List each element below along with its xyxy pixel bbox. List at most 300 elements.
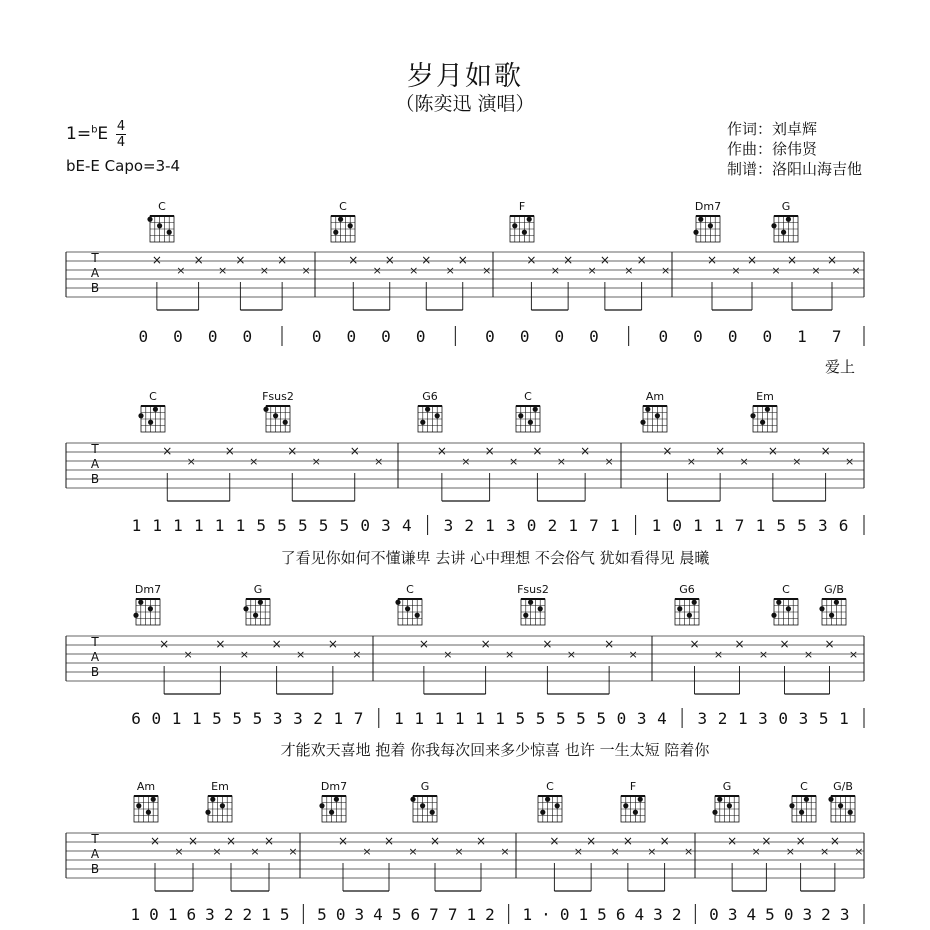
tab-x-mark: × <box>771 264 781 277</box>
tab-x-mark: × <box>751 845 761 858</box>
chord-finger-dot <box>333 230 338 235</box>
tab-x-mark: × <box>176 264 186 277</box>
tab-x-mark: × <box>249 455 259 468</box>
jianpu-note: 0 <box>151 709 162 728</box>
jianpu-note: 0 <box>727 327 738 346</box>
tab-clef-letter: B <box>90 665 100 679</box>
transcriber: 制谱：洛阳山海吉他 <box>726 160 862 178</box>
song-title: 岁月如歌 <box>407 61 523 92</box>
jianpu-note: 7 <box>353 709 364 728</box>
tab-x-mark: × <box>186 455 196 468</box>
jianpu-note: 0 <box>138 327 149 346</box>
jianpu-note: 7 <box>734 516 745 535</box>
jianpu-note: 5 <box>776 516 787 535</box>
chord-name: C <box>782 583 790 596</box>
jianpu-note: 5 <box>818 709 829 728</box>
jianpu-note: 5 <box>797 516 807 535</box>
tab-x-mark: × <box>159 637 170 651</box>
jianpu-note: 1 <box>651 516 662 535</box>
tab-x-mark: × <box>573 845 583 858</box>
tab-x-mark: × <box>311 455 321 468</box>
tab-x-mark: × <box>604 637 615 651</box>
jianpu-note: 3 <box>354 905 365 924</box>
chord-finger-dot <box>273 413 278 418</box>
jianpu-note: 5 <box>391 905 402 924</box>
chord-finger-dot <box>522 230 527 235</box>
tab-x-mark: × <box>542 637 553 651</box>
jianpu-note: 0 <box>783 905 794 924</box>
jianpu-note: 6 <box>838 516 849 535</box>
tab-x-mark: × <box>532 444 543 458</box>
jianpu-note: 1 <box>693 516 703 535</box>
tab-x-mark: × <box>151 253 162 267</box>
tab-x-mark: × <box>566 648 576 661</box>
chord-finger-dot <box>220 803 225 808</box>
tab-x-mark: × <box>327 637 338 651</box>
lyrics-line: 爱上 <box>824 358 856 376</box>
jianpu-note: 3 <box>443 516 454 535</box>
jianpu-note: 0 <box>589 327 599 346</box>
chord-finger-dot <box>210 797 215 802</box>
tab-x-mark: × <box>383 834 395 848</box>
tab-x-mark: × <box>622 834 633 848</box>
tab-x-mark: × <box>224 444 235 458</box>
tab-x-mark: × <box>193 253 204 267</box>
tab-x-mark: × <box>457 253 468 267</box>
tab-x-mark: × <box>820 845 830 858</box>
jianpu-note: 1 <box>261 905 271 924</box>
jianpu-note: 5 <box>297 516 308 535</box>
tab-x-mark: × <box>848 648 859 661</box>
tab-clef-letter: A <box>90 266 100 280</box>
tab-x-mark: × <box>384 253 395 267</box>
tab-x-mark: × <box>713 648 724 661</box>
chord-finger-dot <box>698 217 703 222</box>
jianpu-note: 0 <box>526 516 537 535</box>
tab-x-mark: × <box>851 264 861 277</box>
tab-x-mark: × <box>174 845 184 858</box>
tab-x-mark: × <box>604 455 614 468</box>
tab-x-mark: × <box>767 444 778 458</box>
jianpu-note: 3 <box>727 905 738 924</box>
jianpu-note: 1 <box>454 709 465 728</box>
chord-name: Fsus2 <box>262 390 294 403</box>
jianpu-note: 4 <box>373 905 383 924</box>
jianpu-note: 1 <box>394 709 404 728</box>
jianpu-note: · <box>541 905 551 924</box>
tab-x-mark: × <box>795 834 806 848</box>
jianpu-note: 7 <box>831 327 842 346</box>
chord-name: G6 <box>422 390 438 403</box>
tab-x-mark: × <box>187 834 199 848</box>
jianpu-note: 3 <box>653 905 663 924</box>
jianpu-note: 1 <box>131 516 142 535</box>
chord-finger-dot <box>786 606 791 611</box>
chord-finger-dot <box>693 230 698 235</box>
chord-name: Am <box>645 390 665 403</box>
jianpu-note: 3 <box>505 516 516 535</box>
tab-x-mark: × <box>761 834 772 848</box>
jianpu-note: 5 <box>765 905 775 924</box>
chord-finger-dot <box>138 600 143 605</box>
chord-finger-dot <box>555 803 560 808</box>
tab-x-mark: × <box>587 264 597 277</box>
jianpu-note: 1 <box>173 516 183 535</box>
jianpu-note: 1 <box>522 905 533 924</box>
tab-x-mark: × <box>505 648 515 661</box>
jianpu-note: 0 <box>381 327 391 346</box>
tab-x-mark: × <box>277 253 288 267</box>
jianpu-note: 5 <box>256 516 267 535</box>
tab-x-mark: × <box>212 845 222 858</box>
jianpu-note: 2 <box>464 516 475 535</box>
chord-finger-dot <box>760 420 765 425</box>
chord-finger-dot <box>781 230 786 235</box>
tab-x-mark: × <box>734 637 745 651</box>
tab-x-mark: × <box>636 253 647 267</box>
jianpu-note: 5 <box>317 905 327 924</box>
jianpu-note: 3 <box>758 709 768 728</box>
tab-x-mark: × <box>820 444 831 458</box>
tab-x-mark: × <box>824 637 835 651</box>
chord-name: F <box>518 200 526 213</box>
chord-finger-dot <box>776 600 781 605</box>
chord-finger-dot <box>538 606 543 611</box>
tab-x-mark: × <box>443 648 453 661</box>
jianpu-note: 1 <box>737 709 748 728</box>
tab-x-mark: × <box>480 637 491 651</box>
tab-x-mark: × <box>484 444 495 458</box>
chord-finger-dot <box>148 420 153 425</box>
chord-finger-dot <box>263 407 268 412</box>
jianpu-note: 6 <box>615 905 626 924</box>
jianpu-note: 5 <box>318 516 329 535</box>
chord-finger-dot <box>329 810 334 815</box>
chord-finger-dot <box>633 810 638 815</box>
jianpu-note: 4 <box>746 905 757 924</box>
chord-name: C <box>800 780 808 793</box>
jianpu-note: 0 <box>346 327 357 346</box>
tab-x-mark: × <box>287 444 298 458</box>
song-subtitle: （陈奕迅 演唱） <box>395 93 535 115</box>
chord-finger-dot <box>258 600 263 605</box>
chord-finger-dot <box>338 217 343 222</box>
jianpu-note: 2 <box>821 905 831 924</box>
chord-name: G6 <box>679 583 695 596</box>
jianpu-note: 0 <box>173 327 183 346</box>
chord-name: Dm7 <box>694 200 722 213</box>
jianpu-note: 5 <box>212 709 222 728</box>
chord-finger-dot <box>712 810 717 815</box>
jianpu-note: 0 <box>485 327 495 346</box>
jianpu-note: 0 <box>415 327 426 346</box>
tab-clef-letter: B <box>90 862 100 876</box>
jianpu-note: 1 <box>755 516 766 535</box>
jianpu-note: 0 <box>519 327 530 346</box>
chord-finger-dot <box>512 223 517 228</box>
jianpu-note: 3 <box>636 709 647 728</box>
chord-finger-dot <box>727 803 732 808</box>
chord-finger-dot <box>410 797 415 802</box>
chord-finger-dot <box>425 407 430 412</box>
jianpu-note: 3 <box>697 709 708 728</box>
jianpu-note: 1 <box>167 905 178 924</box>
tab-x-mark: × <box>803 648 814 661</box>
lyrics-line: 才能欢天喜地 抱着 你我每次回来多少惊喜 也许 一生太短 陪着你 <box>280 741 710 759</box>
chord-name: G/B <box>833 780 853 793</box>
jianpu-note: 2 <box>242 905 253 924</box>
chord-finger-dot <box>136 803 141 808</box>
jianpu-note: 1 <box>485 516 495 535</box>
tab-x-mark: × <box>563 253 574 267</box>
jianpu-note: 0 <box>360 516 371 535</box>
lyrics-line: 了看见你如何不懂谦卑 去讲 心中理想 不会俗气 犹如看得见 晨曦 <box>280 549 710 567</box>
tab-x-mark: × <box>337 834 349 848</box>
chord-finger-dot <box>146 810 151 815</box>
jianpu-note: 3 <box>272 709 283 728</box>
tab-x-mark: × <box>779 637 790 651</box>
chord-finger-dot <box>819 606 824 611</box>
tab-x-mark: × <box>239 648 249 661</box>
jianpu-note: 5 <box>555 709 566 728</box>
jianpu-note: 0 <box>335 905 346 924</box>
tab-x-mark: × <box>225 834 237 848</box>
chord-finger-dot <box>692 600 697 605</box>
tab-clef-letter: T <box>91 251 99 265</box>
chord-name: Dm7 <box>320 780 348 793</box>
chord-finger-dot <box>405 606 410 611</box>
jianpu-note: 0 <box>554 327 565 346</box>
jianpu-note: 2 <box>313 709 323 728</box>
tab-x-mark: × <box>526 253 537 267</box>
tab-x-mark: × <box>624 264 634 277</box>
tab-x-mark: × <box>301 264 311 277</box>
jianpu-note: 5 <box>232 709 243 728</box>
chord-finger-dot <box>545 797 550 802</box>
time-bottom: 4 <box>116 135 126 150</box>
chord-finger-dot <box>533 407 538 412</box>
chord-name: C <box>149 390 157 403</box>
tab-x-mark: × <box>475 834 487 848</box>
tab-x-mark: × <box>352 648 362 661</box>
tab-x-mark: × <box>659 834 670 848</box>
key-note: E <box>97 124 109 144</box>
chord-finger-dot <box>435 413 440 418</box>
tab-x-mark: × <box>845 455 855 468</box>
chord-finger-dot <box>623 803 628 808</box>
jianpu-note: 3 <box>839 905 850 924</box>
jianpu-note: 2 <box>671 905 682 924</box>
chord-finger-dot <box>677 606 682 611</box>
tab-x-mark: × <box>288 845 298 858</box>
jianpu-note: 5 <box>339 516 350 535</box>
tab-x-mark: × <box>580 444 591 458</box>
tab-x-mark: × <box>418 637 429 651</box>
tab-clef-letter: T <box>91 635 99 649</box>
jianpu-note: 1 <box>414 709 425 728</box>
tab-x-mark: × <box>586 834 597 848</box>
chord-name: C <box>339 200 347 213</box>
jianpu-note: 3 <box>293 709 303 728</box>
tab-x-mark: × <box>684 845 694 858</box>
chord-finger-dot <box>655 413 660 418</box>
tab-x-mark: × <box>235 253 246 267</box>
jianpu-note: 7 <box>589 516 599 535</box>
tab-clef-letter: A <box>90 847 100 861</box>
chord-finger-dot <box>799 810 804 815</box>
jianpu-note: 5 <box>596 709 607 728</box>
jianpu-note: 1 <box>214 516 225 535</box>
jianpu-note: 7 <box>447 905 458 924</box>
tab-x-mark: × <box>785 845 795 858</box>
chord-finger-dot <box>518 413 523 418</box>
chord-finger-dot <box>527 217 532 222</box>
chord-finger-dot <box>834 600 839 605</box>
jianpu-note: 0 <box>616 709 627 728</box>
tab-x-mark: × <box>296 648 306 661</box>
chord-finger-dot <box>765 407 770 412</box>
jianpu-note: 1 <box>193 516 204 535</box>
chord-finger-dot <box>147 217 152 222</box>
tab-x-mark: × <box>409 264 419 277</box>
chord-finger-dot <box>348 223 353 228</box>
tab-x-mark: × <box>727 834 738 848</box>
chord-finger-dot <box>133 613 138 618</box>
tab-x-mark: × <box>482 264 492 277</box>
chord-finger-dot <box>153 407 158 412</box>
jianpu-note: 1 <box>609 516 620 535</box>
tab-x-mark: × <box>372 264 382 277</box>
jianpu-note: 1 <box>578 905 589 924</box>
tab-x-mark: × <box>731 264 741 277</box>
tab-x-mark: × <box>647 845 657 858</box>
jianpu-note: 6 <box>410 905 421 924</box>
chord-name: C <box>406 583 414 596</box>
tab-x-mark: × <box>218 264 228 277</box>
tab-x-mark: × <box>826 253 838 267</box>
tab-x-mark: × <box>436 444 447 458</box>
jianpu-note: 1 <box>797 327 807 346</box>
tab-x-mark: × <box>509 455 519 468</box>
tab-x-mark: × <box>706 253 718 267</box>
tab-x-mark: × <box>250 845 260 858</box>
tab-x-mark: × <box>271 637 282 651</box>
tab-x-mark: × <box>811 264 821 277</box>
tab-x-mark: × <box>215 637 226 651</box>
tab-x-mark: × <box>610 845 620 858</box>
jianpu-note: 0 <box>207 327 218 346</box>
chord-finger-dot <box>645 407 650 412</box>
tab-x-mark: × <box>829 834 840 848</box>
tab-clef-letter: A <box>90 457 100 471</box>
jianpu-note: 2 <box>485 905 495 924</box>
chord-finger-dot <box>804 797 809 802</box>
chord-finger-dot <box>528 600 533 605</box>
jianpu-note: 5 <box>515 709 526 728</box>
jianpu-note: 5 <box>279 905 290 924</box>
jianpu-note: 0 <box>311 327 322 346</box>
tab-x-mark: × <box>421 253 432 267</box>
chord-finger-dot <box>420 803 425 808</box>
jianpu-note: 0 <box>242 327 253 346</box>
jianpu-note: 0 <box>693 327 703 346</box>
jianpu-note: 3 <box>381 516 391 535</box>
jianpu-note: 5 <box>597 905 607 924</box>
tab-x-mark: × <box>792 455 802 468</box>
tab-x-mark: × <box>149 834 161 848</box>
chord-finger-dot <box>148 606 153 611</box>
chord-finger-dot <box>283 420 288 425</box>
chord-finger-dot <box>750 413 755 418</box>
chord-finger-dot <box>838 803 843 808</box>
jianpu-note: 1 <box>466 905 477 924</box>
jianpu-note: 0 <box>559 905 570 924</box>
chord-finger-dot <box>420 420 425 425</box>
chord-name: F <box>629 780 637 793</box>
tab-x-mark: × <box>550 264 560 277</box>
tab-x-mark: × <box>454 845 464 858</box>
tab-x-mark: × <box>461 455 471 468</box>
jianpu-note: 5 <box>576 709 586 728</box>
jianpu-note: 0 <box>658 327 669 346</box>
jianpu-note: 4 <box>401 516 412 535</box>
tab-x-mark: × <box>689 637 700 651</box>
tab-x-mark: × <box>445 264 455 277</box>
chord-finger-dot <box>523 613 528 618</box>
jianpu-note: 0 <box>149 905 159 924</box>
tab-x-mark: × <box>263 834 275 848</box>
jianpu-note: 4 <box>657 709 667 728</box>
tab-x-mark: × <box>362 845 372 858</box>
chord-finger-dot <box>430 810 435 815</box>
jianpu-note: 6 <box>131 709 141 728</box>
tab-x-mark: × <box>854 845 864 858</box>
chord-name: Em <box>211 780 229 793</box>
chord-finger-dot <box>848 810 853 815</box>
tab-x-mark: × <box>408 845 418 858</box>
chord-finger-dot <box>708 223 713 228</box>
chord-name: C <box>158 200 166 213</box>
jianpu-note: 0 <box>778 709 789 728</box>
chord-finger-dot <box>528 420 533 425</box>
chord-name: Dm7 <box>134 583 162 596</box>
jianpu-note: 7 <box>429 905 439 924</box>
tab-x-mark: × <box>500 845 510 858</box>
tab-x-mark: × <box>628 648 638 661</box>
jianpu-note: 1 <box>130 905 141 924</box>
lyricist: 作词：刘卓辉 <box>726 120 817 138</box>
chord-finger-dot <box>638 797 643 802</box>
jianpu-note: 1 <box>191 709 202 728</box>
key-prefix: 1= <box>66 124 92 144</box>
jianpu-note: 3 <box>802 905 813 924</box>
jianpu-note: 3 <box>205 905 215 924</box>
chord-finger-dot <box>157 223 162 228</box>
tab-x-mark: × <box>758 648 769 661</box>
tab-x-mark: × <box>162 444 173 458</box>
jianpu-note: 5 <box>535 709 546 728</box>
tab-x-mark: × <box>429 834 441 848</box>
chord-finger-dot <box>540 810 545 815</box>
chord-finger-dot <box>771 223 776 228</box>
jianpu-note: 2 <box>223 905 234 924</box>
tab-x-mark: × <box>746 253 758 267</box>
chord-finger-dot <box>334 797 339 802</box>
chord-name: C <box>524 390 532 403</box>
tab-x-mark: × <box>661 264 671 277</box>
tab-x-mark: × <box>549 834 560 848</box>
jianpu-note: 0 <box>762 327 773 346</box>
